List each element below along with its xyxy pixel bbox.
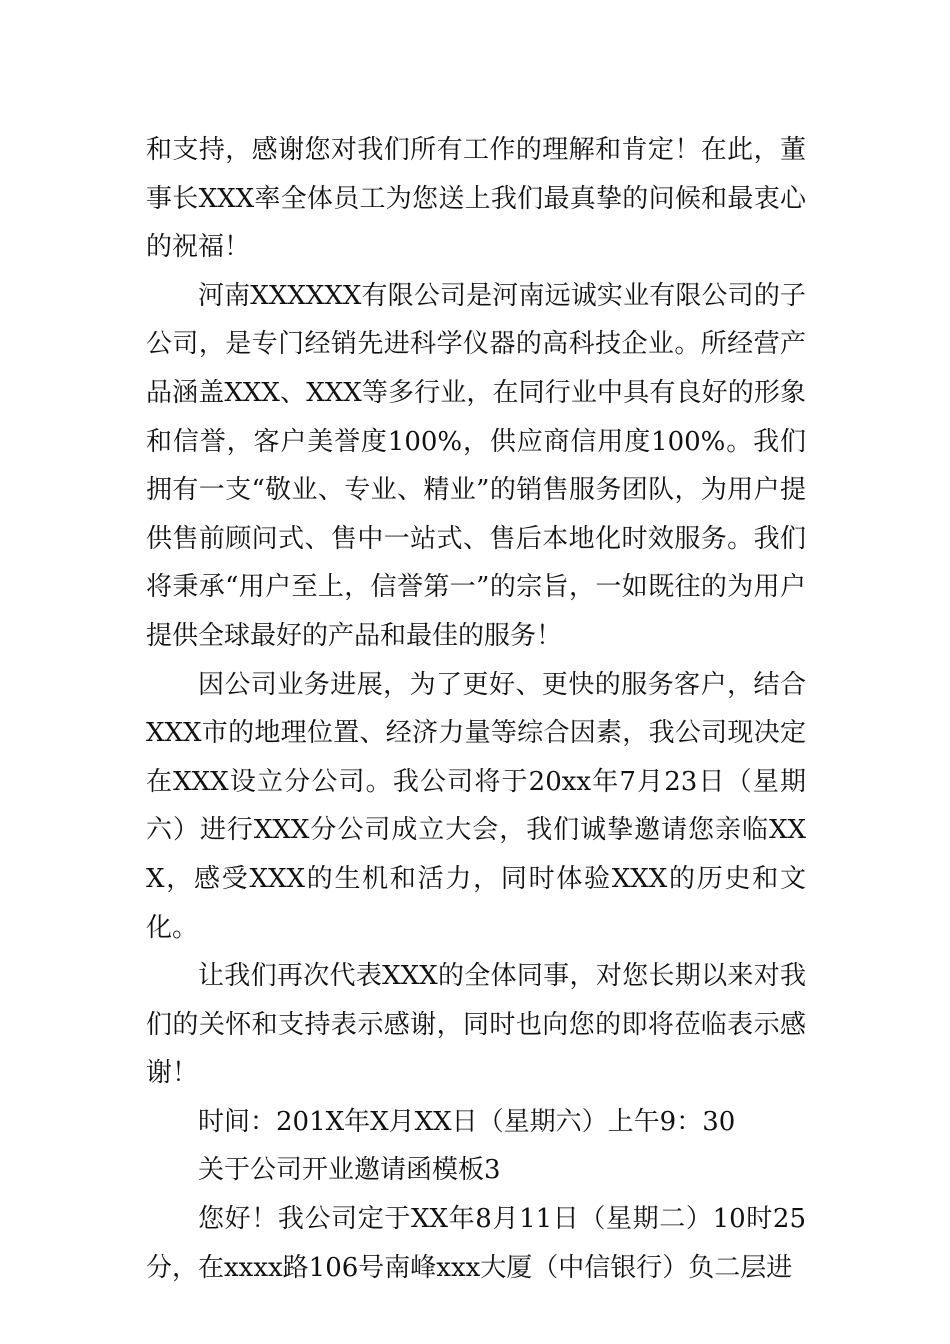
paragraph-company-intro: 河南XXXXXX有限公司是河南远诚实业有限公司的子公司，是专门经销先进科学仪器的高科技企业。所经营产品涵盖XXX、XXX等多行业，在同行业中具有良好的形象和信誉，客户美誉度100%，供应商信用度100%。我们拥有一支“敬业、专业、精业”的销售服务团队，为用户提供售前顾问式、售中一站式、售后本地化时效服务。我们将秉承“用户至上，信誉第一”的宗旨，一如既往的为用户提供全球最好的产品和最佳的服务！ [146, 280, 806, 651]
paragraph-branch-announcement: 因公司业务进展，为了更好、更快的服务客户，结合XXX市的地理位置、经济力量等综合因素，我公司现决定在XXX设立分公司。我公司将于20xx年7月23日（星期六）进行XXX分公司成立大会，我们诚挚邀请您亲临XXX，感受XXX的生机和活力，同时体验XXX的历史和文化。 [146, 669, 806, 943]
section-title: 关于公司开业邀请函模板3 [198, 1155, 501, 1186]
paragraph-greeting-continuation: 和支持，感谢您对我们所有工作的理解和肯定！在此，董事长XXX率全体员工为您送上我们最真挚的问候和最衷心的祝福！ [146, 135, 806, 263]
paragraph-invitation-start: 您好！我公司定于XX年8月11日（星期二）10时25分，在xxxx路106号南峰xxx大厦（中信银行）负二层进 [146, 1204, 806, 1283]
event-time-line: 时间：201X年X月XX日（星期六）上午9：30 [198, 1106, 736, 1137]
document-body [146, 126, 806, 1292]
paragraph-thanks: 让我们再次代表XXX的全体同事，对您长期以来对我们的关怀和支持表示感谢，同时也向您的即将莅临表示感谢！ [146, 961, 806, 1089]
